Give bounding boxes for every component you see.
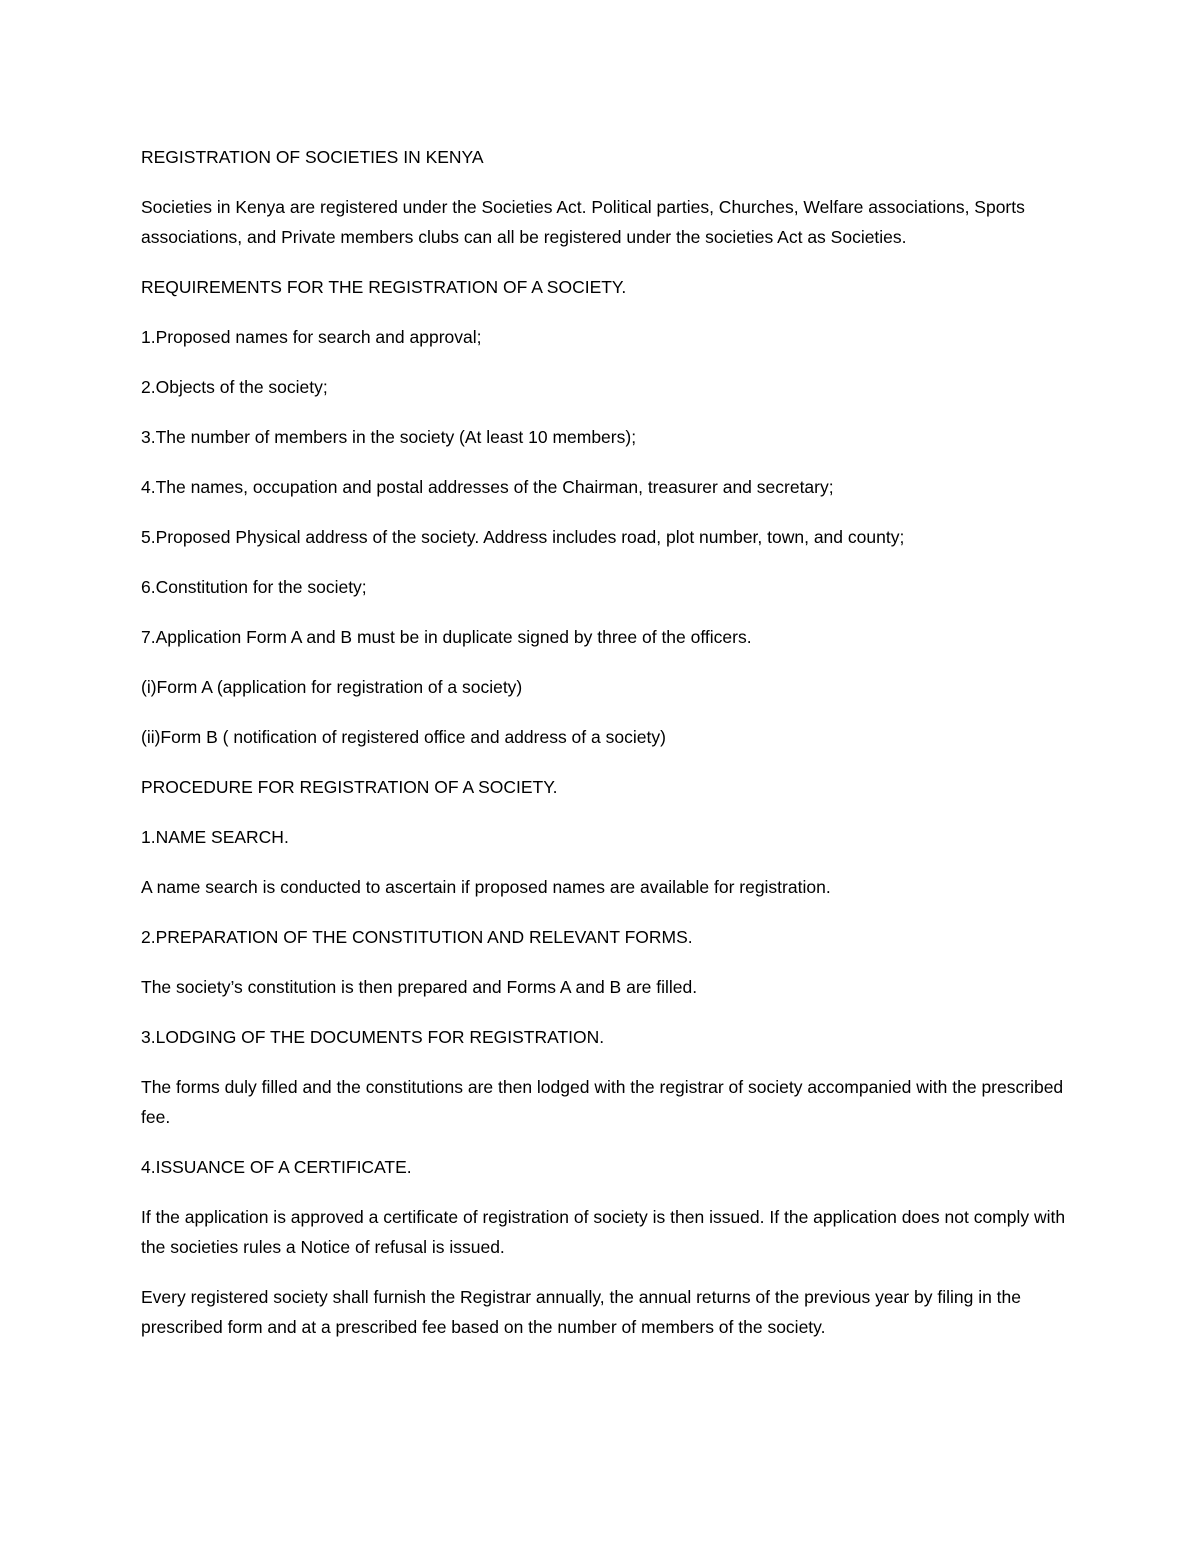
requirement-item: 5.Proposed Physical address of the society. Address includes road, plot number, town, and county; [141,527,905,547]
requirement-item: 3.The number of members in the society (At least 10 members); [141,427,637,447]
document-body [141,142,1071,1362]
step-text: If the application is approved a certificate of registration of society is then issued. If the application does not comply with the societies rules a Notice of refusal is issued. [141,1207,1066,1257]
form-item: (i)Form A (application for registration of a society) [141,677,523,697]
step-text: A name search is conducted to ascertain if proposed names are available for registration. [141,877,831,897]
step-heading: 2.PREPARATION OF THE CONSTITUTION AND RELEVANT FORMS. [141,927,693,947]
requirement-item: 6.Constitution for the society; [141,577,367,597]
document-title: REGISTRATION OF SOCIETIES IN KENYA [141,147,484,167]
step-text: The forms duly filled and the constitutions are then lodged with the registrar of society accompanied with the prescribed fee. [141,1077,1064,1127]
step-heading: 3.LODGING OF THE DOCUMENTS FOR REGISTRATION. [141,1027,605,1047]
closing-paragraph: Every registered society shall furnish the Registrar annually, the annual returns of the previous year by filing in the prescribed form and at a prescribed fee based on the number of members of the society. [141,1287,1021,1337]
form-item: (ii)Form B ( notification of registered office and address of a society) [141,727,666,747]
requirement-item: 1.Proposed names for search and approval; [141,327,482,347]
step-heading: 4.ISSUANCE OF A CERTIFICATE. [141,1157,412,1177]
step-heading: 1.NAME SEARCH. [141,827,289,847]
requirement-item: 2.Objects of the society; [141,377,328,397]
intro-paragraph: Societies in Kenya are registered under the Societies Act. Political parties, Churches, Welfare associations, Sports associations, and Private members clubs can all be registered under the societies Act as Societies. [141,197,1025,247]
requirements-heading: REQUIREMENTS FOR THE REGISTRATION OF A SOCIETY. [141,277,627,297]
step-text: The society’s constitution is then prepared and Forms A and B are filled. [141,977,698,997]
requirement-item: 4.The names, occupation and postal addresses of the Chairman, treasurer and secretary; [141,477,834,497]
procedure-heading: PROCEDURE FOR REGISTRATION OF A SOCIETY. [141,777,558,797]
requirement-item: 7.Application Form A and B must be in duplicate signed by three of the officers. [141,627,752,647]
